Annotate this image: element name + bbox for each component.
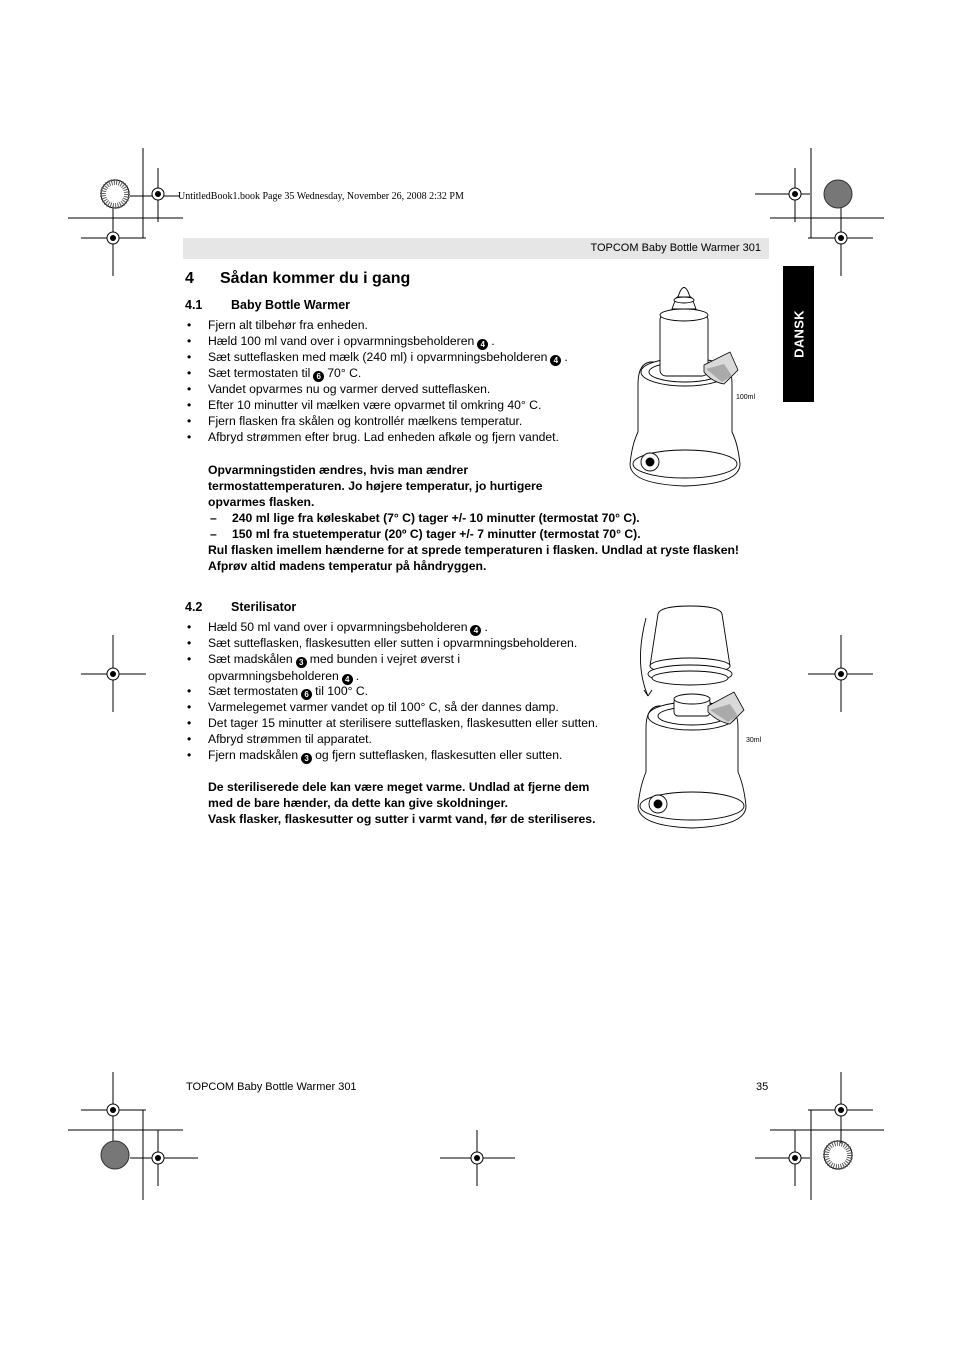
subsection-number: 4.1 xyxy=(185,298,203,312)
subsection-heading-4-1 xyxy=(185,298,350,312)
list-item: • Afbryd strømmen efter brug. Lad enheden afkøle og fjern vandet. xyxy=(185,429,568,445)
callout-number-icon: 4 xyxy=(342,674,353,685)
list-item: • Sæt madskålen 3 med bunden i vejret øverst i opvarmningsbeholderen 4 . xyxy=(185,651,508,683)
list-item: • Fjern alt tilbehør fra enheden. xyxy=(185,317,568,333)
list-item: • Afbryd strømmen til apparatet. xyxy=(185,731,598,747)
warning-note-sterilizer: De steriliserede dele kan være meget varme. Undlad at fjerne dem med de bare hænder, da dette kan give skoldninger. Vask flasker, flaskesutter og sutter i varmt vand, før de steriliseres. xyxy=(208,780,596,826)
bullet-list-warmer xyxy=(185,317,568,445)
section-heading xyxy=(185,270,410,288)
page-number: 35 xyxy=(756,1081,769,1093)
language-tab xyxy=(783,266,814,402)
bottle-warmer-illustration xyxy=(620,272,770,497)
list-item: • Fjern flasken fra skålen og kontrollér mælkens temperatur. xyxy=(185,413,568,429)
list-item: • Varmelegemet varmer vandet op til 100° C, så der dannes damp. xyxy=(185,699,598,715)
callout-number-icon: 4 xyxy=(550,355,561,366)
list-item: • Hæld 50 ml vand over i opvarmningsbeholderen 4 . xyxy=(185,619,598,635)
callout-number-icon: 4 xyxy=(470,625,481,636)
header-title: TOPCOM Baby Bottle Warmer 301 xyxy=(590,242,761,254)
list-item: • Sæt termostaten 6 til 100° C. xyxy=(185,683,598,699)
list-item: • Det tager 15 minutter at sterilisere sutteflasken, flaskesutten eller sutten. xyxy=(185,715,598,731)
list-item: • Sæt sutteflasken med mælk (240 ml) i opvarmningsbeholderen 4 . xyxy=(185,349,568,365)
page-header-bar xyxy=(183,238,769,259)
dash-item: – 240 ml lige fra køleskabet (7° C) tager +/- 10 minutter (termostat 70° C). xyxy=(210,511,640,525)
language-tab-label: DANSK xyxy=(791,310,806,358)
water-volume-label: 30ml xyxy=(746,737,762,744)
list-item: • Efter 10 minutter vil mælken være opvarmet til omkring 40° C. xyxy=(185,397,568,413)
water-volume-label: 100ml xyxy=(736,394,756,401)
subsection-title: Sterilisator xyxy=(231,600,297,614)
callout-number-icon: 4 xyxy=(477,339,488,350)
list-item: • Hæld 100 ml vand over i opvarmningsbeholderen 4 . xyxy=(185,333,568,349)
section-title: Sådan kommer du i gang xyxy=(220,270,411,287)
list-item: • Fjern madskålen 3 og fjern sutteflasken, flaskesutten eller sutten. xyxy=(185,747,598,763)
dash-item: – 150 ml fra stuetemperatur (20º C) tager +/- 7 minutter (termostat 70° C). xyxy=(210,527,641,541)
section-number: 4 xyxy=(185,270,194,287)
note-test-temperature: Afprøv altid madens temperatur på håndryggen. xyxy=(208,559,487,573)
list-item: • Sæt sutteflasken, flaskesutten eller sutten i opvarmningsbeholderen. xyxy=(185,635,598,651)
bullet-list-sterilizer xyxy=(185,619,598,763)
footer-title: TOPCOM Baby Bottle Warmer 301 xyxy=(186,1081,357,1093)
callout-number-icon: 6 xyxy=(313,371,324,382)
subsection-number: 4.2 xyxy=(185,600,203,614)
print-info-line: UntitledBook1.book Page 35 Wednesday, November 26, 2008 2:32 PM xyxy=(178,191,464,202)
sterilizer-illustration xyxy=(630,604,770,836)
callout-number-icon: 3 xyxy=(301,753,312,764)
list-item: • Sæt termostaten til 6 70° C. xyxy=(185,365,568,381)
callout-number-icon: 6 xyxy=(301,689,312,700)
warning-note: Opvarmningstiden ændres, hvis man ændrer termostattemperaturen. Jo højere temperatur, jo hurtigere opvarmes flasken. xyxy=(208,463,543,509)
subsection-title: Baby Bottle Warmer xyxy=(231,298,351,312)
callout-number-icon: 3 xyxy=(296,657,307,668)
list-item: • Vandet opvarmes nu og varmer derved sutteflasken. xyxy=(185,381,568,397)
subsection-heading-4-2 xyxy=(185,600,296,614)
note-roll-bottle: Rul flasken imellem hænderne for at sprede temperaturen i flasken. Undlad at ryste flasken! xyxy=(208,543,739,557)
